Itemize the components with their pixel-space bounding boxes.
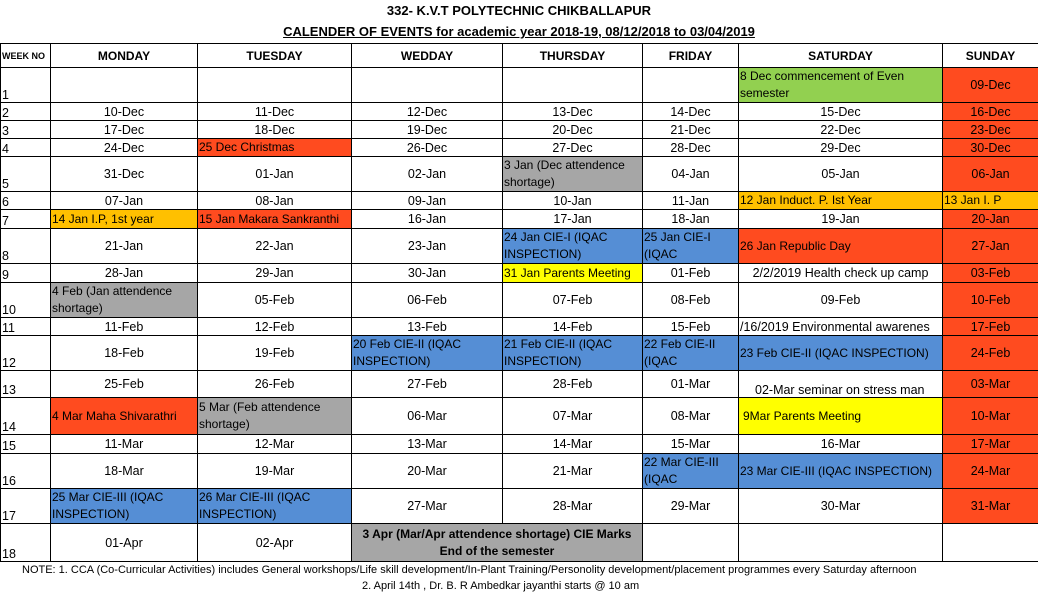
table-row [1,283,1038,318]
holiday-cell: 09-Dec [943,68,1038,103]
header-tuesday: TUESDAY [198,44,352,68]
holiday-cell: 27-Jan [943,229,1038,264]
day-cell: 28-Jan [51,264,198,283]
day-cell: 15-Feb [643,318,739,336]
day-cell: 01-Feb [643,264,739,283]
day-cell: 12-Dec [352,103,503,121]
day-cell: 21-Mar [503,454,643,489]
day-cell: 22-Jan [198,229,352,264]
day-cell [943,524,1038,562]
table-row [1,371,1038,398]
day-cell: 20-Mar [352,454,503,489]
day-cell [352,68,503,103]
event-cell: 13 Jan I. P [943,192,1038,210]
day-cell [503,68,643,103]
day-cell: 11-Jan [643,192,739,210]
day-cell: 07-Mar [503,398,643,435]
calendar-table [0,43,1038,562]
event-cell: 23 Feb CIE-II (IQAC INSPECTION) [739,336,943,371]
day-cell: 10-Dec [51,103,198,121]
day-cell: 06-Feb [352,283,503,318]
event-cell: 8 Dec commencement of Even semester [739,68,943,103]
day-cell [643,68,739,103]
table-row [1,524,1038,562]
holiday-cell: 03-Mar [943,371,1038,398]
table-row [1,318,1038,336]
holiday-cell: 17-Mar [943,435,1038,454]
day-cell: 20-Dec [503,121,643,139]
day-cell: 13-Mar [352,435,503,454]
day-cell: 31-Dec [51,157,198,192]
event-cell: 5 Mar (Feb attendence shortage) [198,398,352,435]
day-cell: 21-Dec [643,121,739,139]
week-no: 7 [1,210,51,229]
table-row [1,103,1038,121]
day-cell: 27-Feb [352,371,503,398]
day-cell: 19-Feb [198,336,352,371]
day-cell: 26-Dec [352,139,503,157]
table-row [1,489,1038,524]
day-cell: 29-Dec [739,139,943,157]
week-no: 13 [1,371,51,398]
table-row [1,157,1038,192]
day-cell: 22-Dec [739,121,943,139]
week-no: 16 [1,454,51,489]
event-cell: 3 Apr (Mar/Apr attendence shortage) CIE Marks End of the semester [352,524,643,562]
day-cell: 07-Feb [503,283,643,318]
table-row [1,68,1038,103]
day-cell: 13-Feb [352,318,503,336]
event-cell: /16/2019 Environmental awarenes [739,318,943,336]
day-cell: 07-Jan [51,192,198,210]
day-cell: 30-Jan [352,264,503,283]
day-cell: 28-Feb [503,371,643,398]
week-no: 10 [1,283,51,318]
holiday-cell: 20-Jan [943,210,1038,229]
event-cell: 22 Mar CIE-III (IQAC [643,454,739,489]
header-monday: MONDAY [51,44,198,68]
day-cell: 18-Mar [51,454,198,489]
event-cell: 31 Jan Parents Meeting [503,264,643,283]
day-cell: 16-Jan [352,210,503,229]
holiday-cell: 03-Feb [943,264,1038,283]
event-cell: 22 Feb CIE-II (IQAC [643,336,739,371]
page-subtitle: CALENDER OF EVENTS for academic year 2018-19, 08/12/2018 to 03/04/2019 [283,24,755,39]
event-cell: 14 Jan I.P, 1st year [51,210,198,229]
header-week-no: WEEK NO [1,44,51,68]
day-cell: 28-Mar [503,489,643,524]
week-no: 12 [1,336,51,371]
day-cell: 02-Apr [198,524,352,562]
week-no: 9 [1,264,51,283]
day-cell: 25-Feb [51,371,198,398]
day-cell [51,68,198,103]
table-row [1,454,1038,489]
table-row [1,121,1038,139]
header-saturday: SATURDAY [739,44,943,68]
table-row [1,192,1038,210]
holiday-cell: 17-Feb [943,318,1038,336]
day-cell: 14-Mar [503,435,643,454]
event-cell: 26 Jan Republic Day [739,229,943,264]
day-cell: 02-Jan [352,157,503,192]
day-cell: 05-Jan [739,157,943,192]
day-cell: 15-Dec [739,103,943,121]
day-cell: 29-Jan [198,264,352,283]
week-no: 18 [1,524,51,562]
note-2: 2. April 14th , Dr. B. R Ambedkar jayanthi starts @ 10 am [362,580,640,592]
day-cell: 27-Dec [503,139,643,157]
day-cell: 30-Mar [739,489,943,524]
page-title: 332- K.V.T POLYTECHNIC CHIKBALLAPUR [386,3,652,18]
day-cell: 01-Jan [198,157,352,192]
event-cell: 12 Jan Induct. P. Ist Year [739,192,943,210]
event-cell: 4 Mar Maha Shivarathri [51,398,198,435]
header-wednesday: WEDDAY [352,44,503,68]
day-cell: 10-Jan [503,192,643,210]
week-no: 5 [1,157,51,192]
holiday-cell: 31-Mar [943,489,1038,524]
event-cell: 15 Jan Makara Sankranthi [198,210,352,229]
table-row [1,435,1038,454]
event-cell: 4 Feb (Jan attendence shortage) [51,283,198,318]
week-no: 17 [1,489,51,524]
day-cell: 08-Feb [643,283,739,318]
week-no: 11 [1,318,51,336]
event-cell: 26 Mar CIE-III (IQAC INSPECTION) [198,489,352,524]
week-no: 15 [1,435,51,454]
holiday-cell: 30-Dec [943,139,1038,157]
table-row [1,139,1038,157]
table-row [1,336,1038,371]
table-row [1,229,1038,264]
day-cell: 18-Dec [198,121,352,139]
event-cell: 9Mar Parents Meeting [739,398,943,435]
day-cell [739,524,943,562]
day-cell: 04-Jan [643,157,739,192]
event-cell: 25 Mar CIE-III (IQAC INSPECTION) [51,489,198,524]
day-cell: 05-Feb [198,283,352,318]
event-cell: 23 Mar CIE-III (IQAC INSPECTION) [739,454,943,489]
event-cell: 24 Jan CIE-I (IQAC INSPECTION) [503,229,643,264]
header-row [1,44,1038,68]
day-cell: 21-Jan [51,229,198,264]
day-cell: 14-Dec [643,103,739,121]
week-no: 2 [1,103,51,121]
holiday-cell: 06-Jan [943,157,1038,192]
holiday-cell: 24-Feb [943,336,1038,371]
day-cell: 06-Mar [352,398,503,435]
day-cell: 01-Apr [51,524,198,562]
day-cell: 11-Feb [51,318,198,336]
holiday-cell: 10-Feb [943,283,1038,318]
day-cell: 09-Jan [352,192,503,210]
event-cell: 3 Jan (Dec attendence shortage) [503,157,643,192]
week-no: 6 [1,192,51,210]
day-cell: 24-Dec [51,139,198,157]
day-cell: 15-Mar [643,435,739,454]
week-no: 4 [1,139,51,157]
event-cell: 25 Dec Christmas [198,139,352,157]
day-cell: 28-Dec [643,139,739,157]
day-cell: 27-Mar [352,489,503,524]
day-cell: 23-Jan [352,229,503,264]
day-cell [198,68,352,103]
header-friday: FRIDAY [643,44,739,68]
day-cell: 14-Feb [503,318,643,336]
day-cell: 26-Feb [198,371,352,398]
table-row [1,210,1038,229]
day-cell: 11-Mar [51,435,198,454]
day-cell: 11-Dec [198,103,352,121]
day-cell: 18-Feb [51,336,198,371]
day-cell: 29-Mar [643,489,739,524]
holiday-cell: 10-Mar [943,398,1038,435]
week-no: 8 [1,229,51,264]
day-cell: 19-Mar [198,454,352,489]
event-cell: 2/2/2019 Health check up camp [739,264,943,283]
table-row [1,264,1038,283]
event-cell: 20 Feb CIE-II (IQAC INSPECTION) [352,336,503,371]
day-cell: 13-Dec [503,103,643,121]
day-cell: 01-Mar [643,371,739,398]
note-1: NOTE: 1. CCA (Co-Curricular Activities) includes General workshops/Life skill development/In-Plant Training/Personolity development/placement programmes every Saturday afternoon [22,564,917,576]
day-cell [643,524,739,562]
day-cell: 18-Jan [643,210,739,229]
header-sunday: SUNDAY [943,44,1038,68]
week-no: 3 [1,121,51,139]
table-row [1,398,1038,435]
holiday-cell: 16-Dec [943,103,1038,121]
event-cell: 25 Jan CIE-I (IQAC [643,229,739,264]
day-cell: 12-Feb [198,318,352,336]
day-cell: 17-Jan [503,210,643,229]
day-cell: 08-Jan [198,192,352,210]
day-cell: 19-Dec [352,121,503,139]
week-no: 14 [1,398,51,435]
day-cell: 17-Dec [51,121,198,139]
holiday-cell: 23-Dec [943,121,1038,139]
day-cell: 08-Mar [643,398,739,435]
day-cell: 12-Mar [198,435,352,454]
day-cell: 09-Feb [739,283,943,318]
day-cell: 16-Mar [739,435,943,454]
holiday-cell: 24-Mar [943,454,1038,489]
week-no: 1 [1,68,51,103]
event-cell: 02-Mar seminar on stress man [739,371,943,398]
event-cell: 21 Feb CIE-II (IQAC INSPECTION) [503,336,643,371]
header-thursday: THURSDAY [503,44,643,68]
day-cell: 19-Jan [739,210,943,229]
